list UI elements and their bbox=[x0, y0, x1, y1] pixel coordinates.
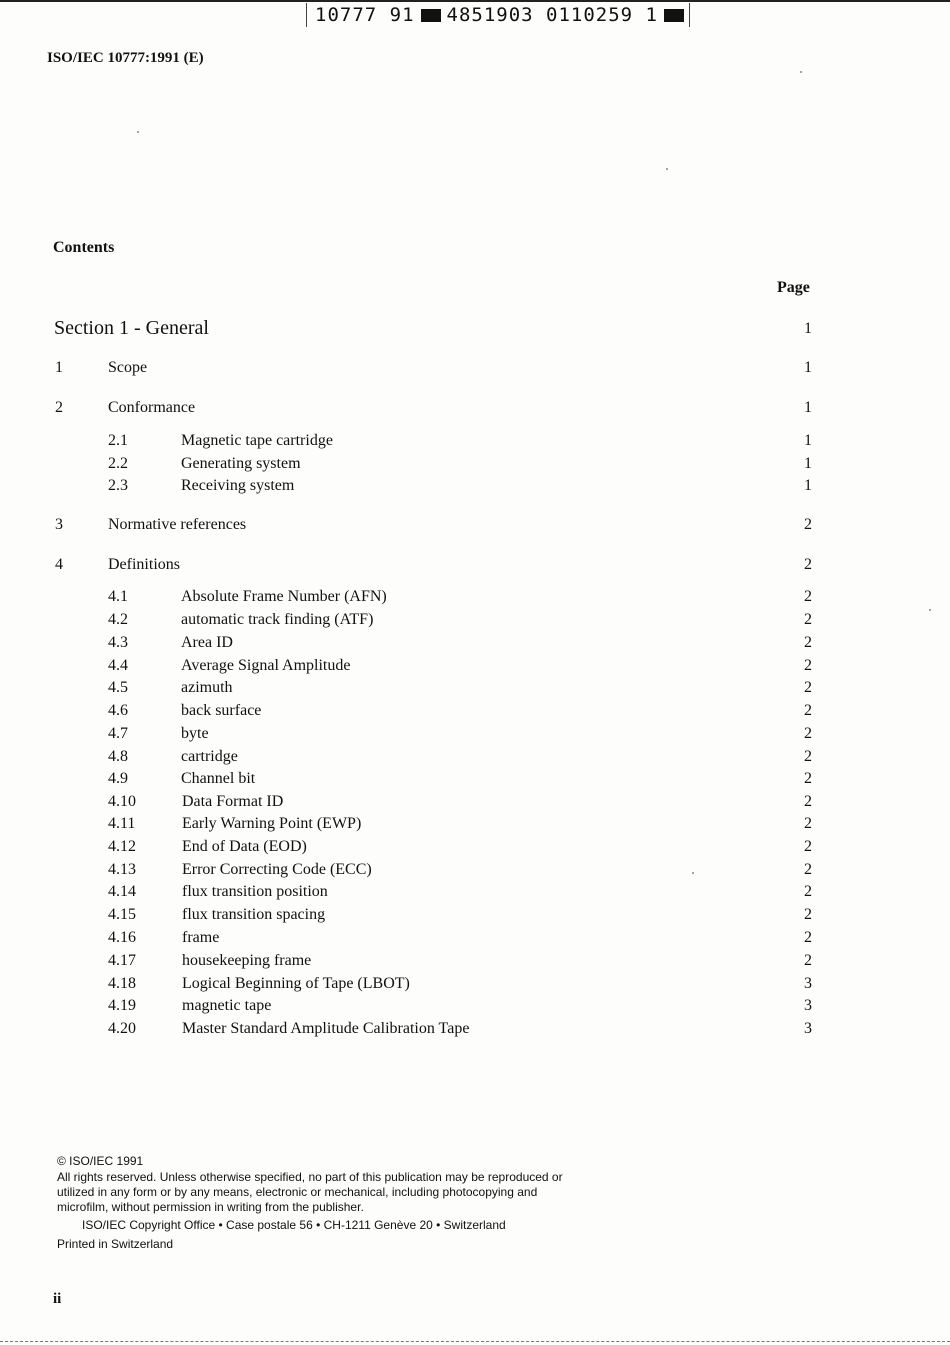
toc-entry-page: 2 bbox=[804, 748, 812, 765]
toc-entry-number: 4.7 bbox=[108, 725, 128, 742]
rights-text-2: utilized in any form or by any means, electronic or mechanical, including photocopying and bbox=[57, 1185, 538, 1199]
scan-speck bbox=[929, 609, 931, 611]
scan-block-mark bbox=[421, 9, 441, 22]
toc-entry-title: Area ID bbox=[181, 634, 233, 651]
toc-entry-number: 4.9 bbox=[108, 770, 128, 787]
toc-entry-title: frame bbox=[182, 929, 220, 946]
toc-entry-page: 1 bbox=[804, 455, 812, 472]
toc-entry-number: 4.5 bbox=[108, 679, 128, 696]
toc-entry-title: Receiving system bbox=[181, 477, 295, 494]
scan-block-mark bbox=[664, 9, 684, 22]
toc-entry-page: 2 bbox=[804, 725, 812, 742]
toc-entry-page: 2 bbox=[804, 793, 812, 810]
toc-entry-title: Normative references bbox=[108, 516, 247, 533]
toc-entry-title: housekeeping frame bbox=[182, 952, 312, 969]
section-page-number: 1 bbox=[804, 320, 812, 337]
toc-entry-page: 2 bbox=[804, 883, 812, 900]
toc-entry-title: magnetic tape bbox=[182, 997, 272, 1014]
toc-entry-number: 4.15 bbox=[108, 906, 136, 923]
toc-entry-title: back surface bbox=[181, 702, 262, 719]
toc-entry-title: Master Standard Amplitude Calibration Tape bbox=[182, 1020, 470, 1037]
toc-entry-title: Early Warning Point (EWP) bbox=[182, 815, 362, 832]
section-heading: Section 1 - General bbox=[54, 317, 209, 339]
toc-entry-title: Magnetic tape cartridge bbox=[181, 432, 333, 449]
toc-entry-number: 4.17 bbox=[108, 952, 136, 969]
copyright-line: © ISO/IEC 1991 bbox=[57, 1154, 144, 1168]
toc-entry-title: Generating system bbox=[181, 455, 301, 472]
toc-entry-title: Absolute Frame Number (AFN) bbox=[181, 588, 387, 605]
toc-entry-number: 2.2 bbox=[108, 455, 128, 472]
toc-entry-number: 4.2 bbox=[108, 611, 128, 628]
rights-text-1: All rights reserved. Unless otherwise specified, no part of this publication may be reproduced or bbox=[57, 1170, 563, 1184]
toc-entry-number: 2.1 bbox=[108, 432, 128, 449]
scan-top-edge bbox=[0, 0, 950, 2]
toc-entry-number: 4.6 bbox=[108, 702, 128, 719]
toc-entry-page: 1 bbox=[804, 477, 812, 494]
toc-entry-page: 2 bbox=[804, 657, 812, 674]
toc-entry-page: 2 bbox=[804, 815, 812, 832]
toc-entry-title: automatic track finding (ATF) bbox=[181, 611, 374, 628]
toc-entry-number: 4 bbox=[55, 556, 63, 573]
page-column-header: Page bbox=[777, 279, 810, 296]
scan-speck bbox=[800, 71, 802, 73]
toc-entry-page: 2 bbox=[804, 838, 812, 855]
toc-entry-page: 1 bbox=[804, 359, 812, 376]
toc-entry-title: azimuth bbox=[181, 679, 233, 696]
toc-entry-title: Data Format ID bbox=[182, 793, 284, 810]
toc-entry-page: 2 bbox=[804, 556, 812, 573]
toc-entry-number: 1 bbox=[55, 359, 63, 376]
toc-entry-title: Scope bbox=[108, 359, 148, 376]
toc-entry-number: 4.10 bbox=[108, 793, 136, 810]
toc-entry-number: 4.4 bbox=[108, 657, 128, 674]
toc-entry-number: 2.3 bbox=[108, 477, 128, 494]
toc-entry-page: 2 bbox=[804, 770, 812, 787]
toc-entry-number: 4.3 bbox=[108, 634, 128, 651]
document-identifier: ISO/IEC 10777:1991 (E) bbox=[47, 50, 204, 66]
toc-entry-page: 1 bbox=[804, 432, 812, 449]
toc-entry-page: 2 bbox=[804, 861, 812, 878]
publisher-address: ISO/IEC Copyright Office • Case postale 56 • CH-1211 Genève 20 • Switzerland bbox=[82, 1218, 506, 1232]
toc-entry-title: Error Correcting Code (ECC) bbox=[182, 861, 372, 878]
toc-entry-title: Channel bit bbox=[181, 770, 256, 787]
toc-entry-number: 4.18 bbox=[108, 975, 136, 992]
toc-entry-title: Average Signal Amplitude bbox=[181, 657, 351, 674]
scan-code-a: 10777 91 bbox=[315, 4, 415, 26]
toc-entry-title: cartridge bbox=[181, 748, 238, 765]
toc-entry-page: 1 bbox=[804, 399, 812, 416]
printed-in: Printed in Switzerland bbox=[57, 1237, 174, 1251]
toc-entry-page: 3 bbox=[804, 1020, 812, 1037]
toc-entry-number: 4.12 bbox=[108, 838, 136, 855]
toc-entry-page: 3 bbox=[804, 997, 812, 1014]
toc-entry-page: 2 bbox=[804, 634, 812, 651]
toc-entry-number: 4.19 bbox=[108, 997, 136, 1014]
toc-entry-title: flux transition position bbox=[182, 883, 328, 900]
toc-entry-title: flux transition spacing bbox=[182, 906, 326, 923]
scan-speck bbox=[137, 131, 139, 133]
toc-entry-page: 2 bbox=[804, 952, 812, 969]
toc-entry-number: 4.20 bbox=[108, 1020, 136, 1037]
toc-entry-page: 2 bbox=[804, 679, 812, 696]
toc-entry-number: 4.1 bbox=[108, 588, 128, 605]
toc-entry-number: 4.14 bbox=[108, 883, 136, 900]
toc-entry-title: Definitions bbox=[108, 556, 180, 573]
toc-entry-number: 4.16 bbox=[108, 929, 136, 946]
toc-entry-page: 2 bbox=[804, 588, 812, 605]
toc-entry-page: 3 bbox=[804, 975, 812, 992]
toc-entry-page: 2 bbox=[804, 906, 812, 923]
toc-entry-number: 2 bbox=[55, 399, 63, 416]
toc-entry-page: 2 bbox=[804, 702, 812, 719]
scan-code-b: 4851903 0110259 1 bbox=[446, 4, 658, 26]
scan-speck bbox=[666, 168, 668, 170]
toc-entry-number: 4.11 bbox=[108, 815, 136, 832]
scan-speck bbox=[692, 872, 694, 874]
page-number: ii bbox=[53, 1291, 62, 1307]
toc-entry-title: Logical Beginning of Tape (LBOT) bbox=[182, 975, 410, 992]
contents-heading: Contents bbox=[53, 239, 115, 256]
toc-entry-title: Conformance bbox=[108, 399, 196, 416]
toc-entry-page: 2 bbox=[804, 611, 812, 628]
toc-entry-number: 3 bbox=[55, 516, 63, 533]
toc-entry-title: byte bbox=[181, 725, 209, 742]
rights-text-3: microfilm, without permission in writing from the publisher. bbox=[57, 1200, 364, 1214]
toc-entry-page: 2 bbox=[804, 516, 812, 533]
toc-entry-number: 4.13 bbox=[108, 861, 136, 878]
scan-control-number bbox=[306, 3, 690, 27]
toc-entry-page: 2 bbox=[804, 929, 812, 946]
scan-bottom-edge bbox=[0, 1341, 950, 1342]
toc-entry-title: End of Data (EOD) bbox=[182, 838, 307, 855]
toc-entry-number: 4.8 bbox=[108, 748, 128, 765]
